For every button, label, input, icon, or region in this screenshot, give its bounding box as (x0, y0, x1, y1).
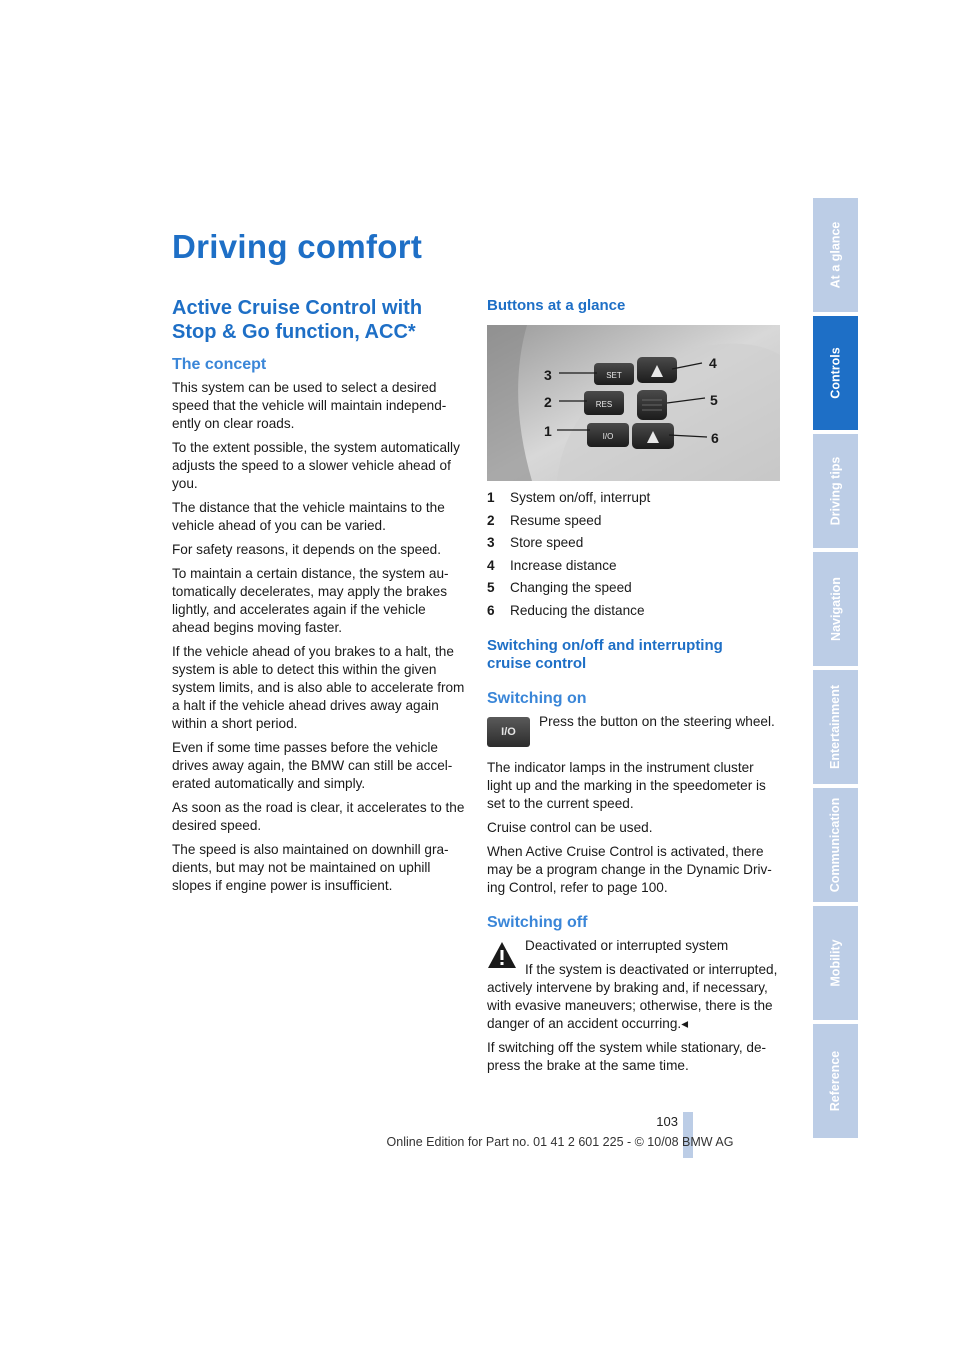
warning-block (487, 937, 782, 1075)
callout-label: 2 (544, 394, 552, 410)
paragraph: Cruise control can be used. (487, 819, 653, 835)
list-item: 1 System on/off, interrupt (487, 490, 651, 505)
paragraph: To the extent possible, the system automatically adjusts the speed to a slower vehicle ahead of you. (172, 440, 460, 491)
buttons-heading: Buttons at a glance (487, 297, 626, 314)
paragraph: For safety reasons, it depends on the speed. (172, 542, 442, 557)
set-button-graphic (594, 363, 634, 385)
tab-navigation[interactable]: Navigation (813, 552, 858, 666)
paragraph: If switching off the system while stationary, de-press the brake at the same time. (487, 1039, 767, 1073)
switching-heading: Switching on/off and interrupting cruise control (487, 636, 723, 672)
warning-text: If the system is deactivated or interrupted, actively intervene by braking and, if necessary, with evasive maneuvers; otherwise, there is the danger of an accident occurring.◂ (487, 961, 778, 1031)
right-column-body (487, 489, 782, 1081)
res-button-graphic (584, 391, 624, 415)
callout-label: 3 (544, 367, 552, 383)
callout-label: 5 (710, 392, 718, 408)
paragraph: As soon as the road is clear, it accelerates to the desired speed. (172, 800, 465, 833)
svg-text:RES: RES (595, 400, 613, 409)
concept-body (172, 379, 467, 895)
svg-text:SET: SET (606, 371, 622, 380)
paragraph: The distance that the vehicle maintains to the vehicle ahead of you can be varied. (172, 500, 445, 533)
chapter-tabs (813, 198, 858, 1142)
tab-mobility[interactable]: Mobility (813, 906, 858, 1020)
list-item: 2 Resume speed (487, 512, 602, 528)
io-button-icon: I/O (487, 717, 530, 747)
callout-label: 6 (711, 430, 719, 446)
switching-on-heading: Switching on (487, 689, 587, 707)
right-column (487, 297, 782, 315)
concept-heading: The concept (172, 356, 267, 373)
tab-at-a-glance[interactable]: At a glance (813, 198, 858, 312)
callout-label: 4 (709, 355, 717, 371)
section-heading-acc: Active Cruise Control with Stop & Go function, ACC* (172, 297, 423, 343)
list-item: 3 Store speed (487, 535, 584, 550)
left-column (172, 296, 467, 901)
list-item: 5 Changing the speed (487, 580, 632, 595)
svg-text:I/O: I/O (602, 432, 614, 441)
io-button-graphic (587, 423, 629, 447)
callout-label: 1 (544, 423, 552, 439)
page-title: Driving comfort (172, 228, 423, 265)
page-number: 103 (656, 1114, 678, 1129)
warning-icon (487, 941, 521, 975)
distance-increase-button-graphic (637, 357, 677, 383)
steering-wheel-buttons-image (487, 325, 780, 481)
switching-on-instruction: I/O Press the button on the steering wheel. (487, 713, 782, 747)
paragraph: This system can be used to select a desired speed that the vehicle will maintain independ-ently on clear roads. (172, 380, 447, 431)
list-item: 4 Increase distance (487, 557, 617, 573)
paragraph: Even if some time passes before the vehicle drives away again, the BMW can still be accel-erated automatically and simply. (172, 740, 453, 791)
tab-entertainment[interactable]: Entertainment (813, 670, 858, 784)
paragraph: To maintain a certain distance, the system au-tomatically decelerates, may apply the brakes lightly, and accelerates again if the vehicle ahead begins moving faster. (172, 566, 449, 635)
paragraph: When Active Cruise Control is activated, there may be a program change in the Dynamic Driv-ing Control, refer to page 100. (487, 843, 772, 895)
footer-text: Online Edition for Part no. 01 41 2 601 225 - © 10/08 BMW AG (386, 1135, 734, 1149)
warning-title: Deactivated or interrupted system (525, 937, 729, 953)
tab-controls[interactable]: Controls (813, 316, 858, 430)
switching-on-body (487, 759, 782, 897)
speed-rocker-graphic (637, 390, 667, 420)
distance-decrease-button-graphic (632, 423, 674, 449)
paragraph: The speed is also maintained on downhill gra-dients, but may not be maintained on uphill slopes if engine power is insufficient. (172, 842, 449, 893)
buttons-list (487, 489, 782, 620)
paragraph: If the vehicle ahead of you brakes to a halt, the system is able to detect this within the given system limits, and is also able to accelerate from a halt if the vehicle ahead drives away again within a short period. (172, 644, 465, 731)
list-item: 6 Reducing the distance (487, 602, 645, 618)
tab-driving-tips[interactable]: Driving tips (813, 434, 858, 548)
paragraph: The indicator lamps in the instrument cluster light up and the marking in the speedometer is set to the current speed. (487, 759, 766, 811)
switching-off-heading: Switching off (487, 913, 588, 931)
tab-communication[interactable]: Communication (813, 788, 858, 902)
tab-reference[interactable]: Reference (813, 1024, 858, 1138)
